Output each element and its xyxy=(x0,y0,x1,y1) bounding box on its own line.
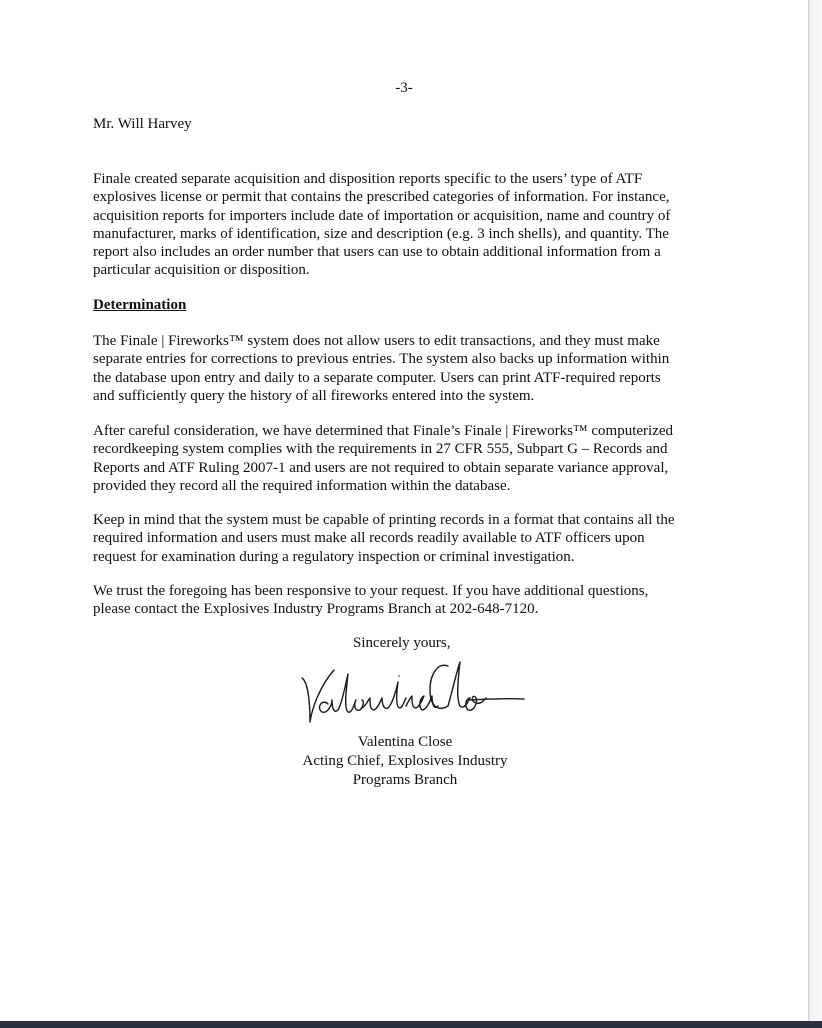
signer-title-line2: Programs Branch xyxy=(352,772,458,788)
signature-image xyxy=(298,652,528,732)
closing-salutation: Sincerely yours, xyxy=(353,635,451,651)
page-number: -3- xyxy=(395,80,413,96)
signer-block xyxy=(200,733,610,790)
paragraph-determination: After careful consideration, we have determined that Finale’s Finale | Fireworks™ computerized recordkeeping system complies with the requirements in 27 CFR 555, Subpart G – Records and Reports and ATF Ruling 2007-1 and users are not required to obtain separate variance approval, provided they record all the required information within the database. xyxy=(93,423,674,494)
paragraph-contact: We trust the foregoing has been responsive to your request. If you have additional questions, please contact the Explosives Industry Programs Branch at 202-648-7120. xyxy=(93,583,649,618)
paragraph-reports: Finale created separate acquisition and disposition reports specific to the users’ type of ATF explosives license or permit that contains the prescribed categories of information. For instance, acquisition reports for importers include date of importation or acquisition, name and country of manufacturer, marks of identification, size and description (e.g. 3 inch shells), and quantity. The report also includes an order number that users can use to obtain additional information from a particular acquisition or disposition. xyxy=(93,171,671,279)
signer-name: Valentina Close xyxy=(357,734,453,750)
paragraph-reminder: Keep in mind that the system must be capable of printing records in a format that contains all the required information and users must make all records readily available to ATF officers upon request for examination during a regulatory inspection or criminal investigation. xyxy=(93,512,675,565)
paragraph-system: The Finale | Fireworks™ system does not allow users to edit transactions, and they must make separate entries for corrections to previous entries. The system also backs up information within the database upon entry and daily to a separate computer. Users can print ATF-required reports and sufficiently query the history of all fireworks entered into the system. xyxy=(93,333,670,404)
page-edge-shadow xyxy=(808,0,822,1028)
section-heading: Determination xyxy=(93,297,187,313)
signer-title-line1: Acting Chief, Explosives Industry xyxy=(302,753,508,769)
window-bottom-bar xyxy=(0,1021,822,1028)
recipient-name: Mr. Will Harvey xyxy=(93,116,192,132)
